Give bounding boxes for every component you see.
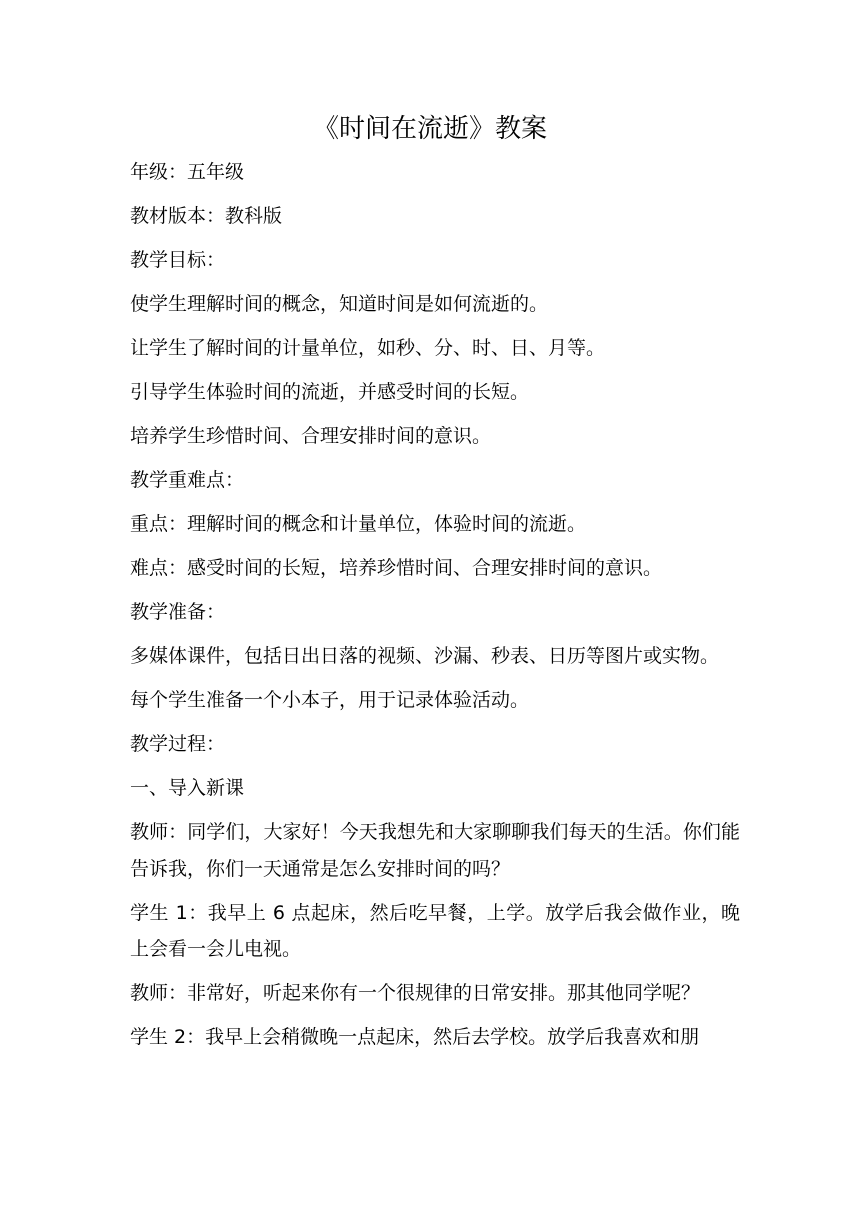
objective-item: 使学生理解时间的概念，知道时间是如何流逝的。	[130, 293, 549, 315]
heading-teaching-preparation: 教学准备：	[130, 601, 226, 623]
heading-teaching-process: 教学过程：	[130, 733, 226, 755]
document-title: 《时间在流逝》教案	[312, 114, 547, 144]
heading-teaching-objectives: 教学目标：	[130, 249, 226, 271]
dialogue-student-2: 学生 2：我早上会稍微晚一点起床，然后去学校。放学后我喜欢和朋	[130, 1026, 700, 1049]
document-body	[130, 154, 740, 1063]
objective-item: 引导学生体验时间的流逝，并感受时间的长短。	[130, 381, 530, 403]
difficult-point: 难点：感受时间的长短，培养珍惜时间、合理安排时间的意识。	[130, 557, 663, 579]
dialogue-teacher: 教师：同学们，大家好！今天我想先和大家聊聊我们每天的生活。你们能告诉我，你们一天通常是怎么安排时间的吗？	[130, 821, 740, 880]
heading-key-difficult-points: 教学重难点：	[130, 469, 245, 491]
objective-item: 让学生了解时间的计量单位，如秒、分、时、日、月等。	[130, 337, 606, 359]
preparation-item: 每个学生准备一个小本子，用于记录体验活动。	[130, 689, 530, 711]
paragraph-grade: 年级：五年级	[130, 161, 245, 183]
dialogue-student-1: 学生 1：我早上 6 点起床，然后吃早餐，上学。放学后我会做作业，晚上会看一会儿电视。	[130, 901, 740, 961]
key-point: 重点：理解时间的概念和计量单位，体验时间的流逝。	[130, 513, 587, 535]
paragraph-textbook-version: 教材版本：教科版	[130, 205, 283, 227]
preparation-item: 多媒体课件，包括日出日落的视频、沙漏、秒表、日历等图片或实物。	[130, 645, 720, 667]
dialogue-teacher: 教师：非常好，听起来你有一个很规律的日常安排。那其他同学呢？	[130, 982, 701, 1005]
section-heading-intro: 一、导入新课	[130, 777, 245, 799]
objective-item: 培养学生珍惜时间、合理安排时间的意识。	[130, 425, 492, 447]
